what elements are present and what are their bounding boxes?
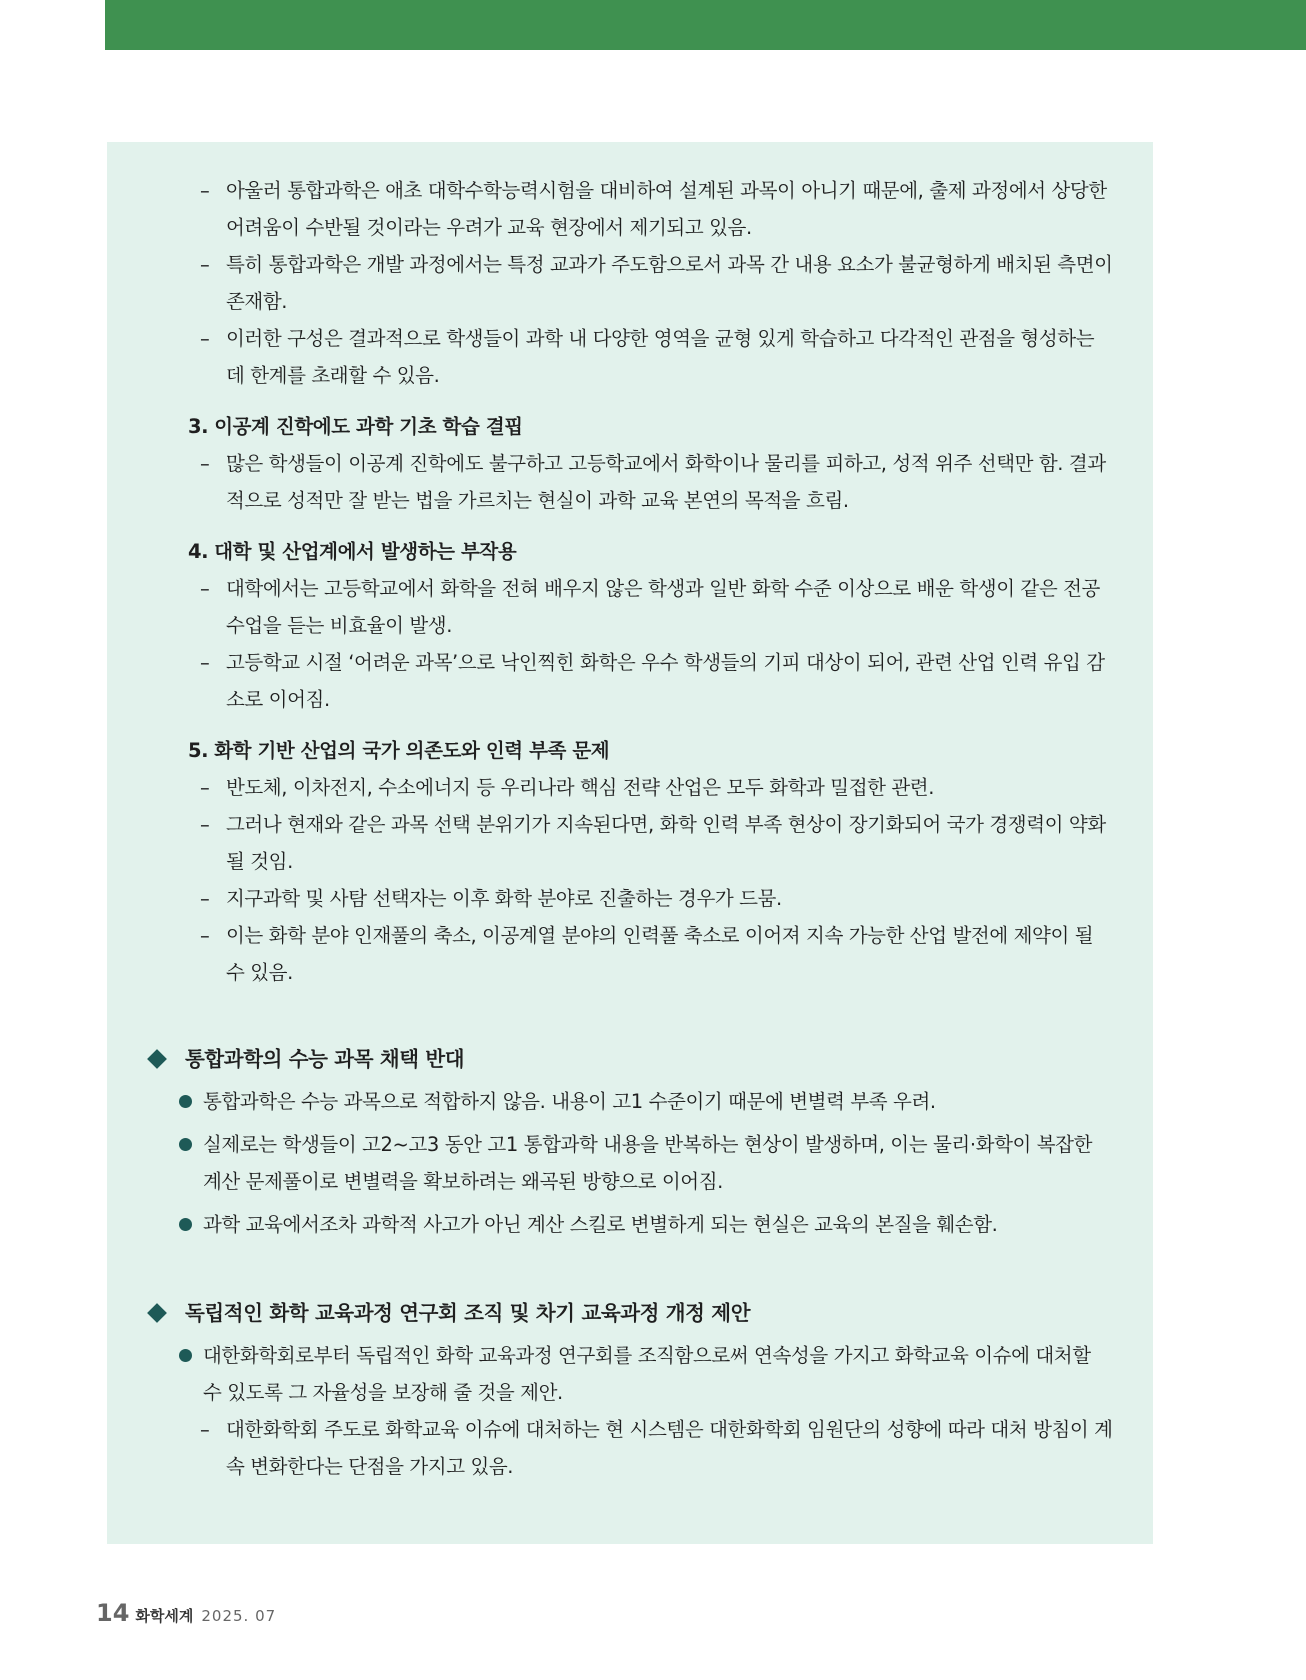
dash-marker: – bbox=[200, 887, 210, 910]
section-item bbox=[200, 769, 1113, 806]
intro-item-text: 특히 통합과학은 개발 과정에서는 특정 교과가 주도함으로서 과목 간 내용 요소가 불균형하게 배치된 측면이 존재함. bbox=[226, 253, 1113, 313]
bullet-text: 실제로는 학생들이 고2~고3 동안 고1 통합과학 내용을 반복하는 현상이 발생하며, 이는 물리·화학이 복잡한 계산 문제풀이로 변별력을 확보하려는 왜곡된 방향으로 이어짐. bbox=[203, 1133, 1093, 1193]
page-number: 14 bbox=[96, 1599, 130, 1627]
diamond-bullet-icon bbox=[147, 1303, 167, 1323]
section-item-text: 많은 학생들이 이공계 진학에도 불구하고 고등학교에서 화학이나 물리를 피하고, 성적 위주 선택만 함. 결과적으로 성적만 잘 받는 법을 가르치는 현실이 과학 교육 본연의 목적을 흐림. bbox=[226, 452, 1106, 512]
section-item bbox=[200, 445, 1113, 519]
sub-dash-item bbox=[200, 1411, 1113, 1485]
circle-bullet-icon bbox=[179, 1138, 192, 1151]
intro-item bbox=[200, 320, 1113, 394]
dash-marker: – bbox=[200, 924, 210, 947]
dash-marker: – bbox=[200, 651, 210, 674]
section-number: 5. bbox=[188, 739, 209, 762]
section-item-text: 그러나 현재와 같은 과목 선택 분위기가 지속된다면, 화학 인력 부족 현상이 장기화되어 국가 경쟁력이 약화될 것임. bbox=[226, 813, 1106, 873]
section-heading-5 bbox=[188, 732, 1153, 769]
bullet-item bbox=[177, 1083, 1113, 1120]
bullet-item bbox=[177, 1126, 1113, 1200]
section-heading-3 bbox=[188, 408, 1153, 445]
intro-item-text: 아울러 통합과학은 애초 대학수학능력시험을 대비하여 설계된 과목이 아니기 때문에, 출제 과정에서 상당한 어려움이 수반될 것이라는 우려가 교육 현장에서 제기되고 있음. bbox=[226, 179, 1107, 239]
dash-marker: – bbox=[200, 813, 210, 836]
bullet-text: 과학 교육에서조차 과학적 사고가 아닌 계산 스킬로 변별하게 되는 현실은 교육의 본질을 훼손함. bbox=[203, 1213, 998, 1236]
circle-bullet-icon bbox=[179, 1095, 192, 1108]
bullet-text: 통합과학은 수능 과목으로 적합하지 않음. 내용이 고1 수준이기 때문에 변별력 부족 우려. bbox=[203, 1090, 936, 1113]
content-inner bbox=[107, 172, 1153, 1485]
section-item bbox=[200, 806, 1113, 880]
main-heading-text: 통합과학의 수능 과목 채택 반대 bbox=[185, 1047, 465, 1071]
top-green-bar bbox=[105, 0, 1306, 50]
intro-item-text: 이러한 구성은 결과적으로 학생들이 과학 내 다양한 영역을 균형 있게 학습하고 다각적인 관점을 형성하는 데 한계를 초래할 수 있음. bbox=[226, 327, 1095, 387]
section-item-text: 고등학교 시절 ‘어려운 과목’으로 낙인찍힌 화학은 우수 학생들의 기피 대상이 되어, 관련 산업 인력 유입 감소로 이어짐. bbox=[226, 651, 1105, 711]
section-number: 4. bbox=[188, 540, 209, 563]
magazine-name: 화학세계 bbox=[135, 1607, 194, 1625]
dash-marker: – bbox=[200, 776, 210, 799]
dash-marker: – bbox=[200, 253, 210, 276]
section-title: 대학 및 산업계에서 발생하는 부작용 bbox=[214, 540, 517, 563]
dash-marker: – bbox=[200, 452, 210, 475]
circle-bullet-icon bbox=[179, 1349, 192, 1362]
bullet-item bbox=[177, 1206, 1113, 1243]
section-item bbox=[200, 917, 1113, 991]
circle-bullet-icon bbox=[179, 1218, 192, 1231]
main-heading-2 bbox=[145, 1293, 1153, 1333]
sub-dash-text: 대한화학회 주도로 화학교육 이슈에 대처하는 현 시스템은 대한화학회 임원단의 성향에 따라 대처 방침이 계속 변화한다는 단점을 가지고 있음. bbox=[226, 1418, 1113, 1478]
section-item bbox=[200, 570, 1113, 644]
section-number: 3. bbox=[188, 415, 209, 438]
section-title: 화학 기반 산업의 국가 의존도와 인력 부족 문제 bbox=[214, 739, 610, 762]
intro-item bbox=[200, 172, 1113, 246]
page-footer bbox=[96, 1599, 276, 1627]
section-item-text: 반도체, 이차전지, 수소에너지 등 우리나라 핵심 전략 산업은 모두 화학과 밀접한 관련. bbox=[226, 776, 935, 799]
section-heading-4 bbox=[188, 533, 1153, 570]
section-item-text: 이는 화학 분야 인재풀의 축소, 이공계열 분야의 인력풀 축소로 이어져 지속 가능한 산업 발전에 제약이 될 수 있음. bbox=[226, 924, 1094, 984]
bullet-text: 대한화학회로부터 독립적인 화학 교육과정 연구회를 조직함으로써 연속성을 가지고 화학교육 이슈에 대처할 수 있도록 그 자율성을 보장해 줄 것을 제안. bbox=[203, 1344, 1091, 1404]
section-title: 이공계 진학에도 과학 기초 학습 결핍 bbox=[214, 415, 523, 438]
intro-item bbox=[200, 246, 1113, 320]
dash-marker: – bbox=[200, 179, 210, 202]
dash-marker: – bbox=[200, 1418, 210, 1441]
main-heading-text: 독립적인 화학 교육과정 연구회 조직 및 차기 교육과정 개정 제안 bbox=[185, 1301, 751, 1325]
main-heading-1 bbox=[145, 1039, 1153, 1079]
diamond-bullet-icon bbox=[147, 1049, 167, 1069]
issue-date: 2025. 07 bbox=[201, 1607, 277, 1625]
section-item bbox=[200, 644, 1113, 718]
content-box bbox=[107, 142, 1153, 1544]
section-item-text: 대학에서는 고등학교에서 화학을 전혀 배우지 않은 학생과 일반 화학 수준 이상으로 배운 학생이 같은 전공 수업을 듣는 비효율이 발생. bbox=[226, 577, 1100, 637]
bullet-item bbox=[177, 1337, 1113, 1411]
dash-marker: – bbox=[200, 577, 210, 600]
section-item-text: 지구과학 및 사탐 선택자는 이후 화학 분야로 진출하는 경우가 드뭄. bbox=[226, 887, 782, 910]
section-item bbox=[200, 880, 1113, 917]
dash-marker: – bbox=[200, 327, 210, 350]
